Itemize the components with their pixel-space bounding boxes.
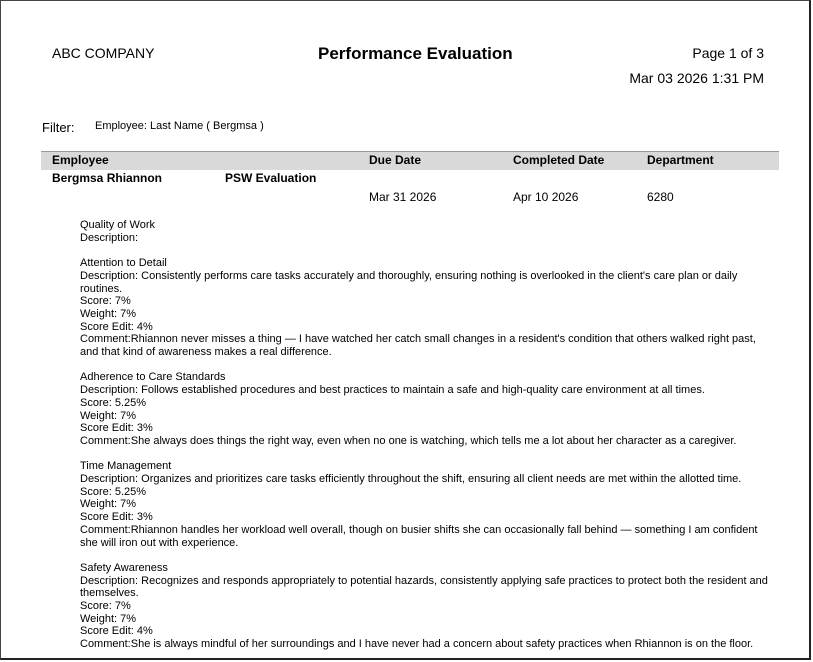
report-title: Performance Evaluation (318, 44, 513, 63)
page-number: Page 1 of 3 (692, 45, 764, 61)
criterion-description: Description: Organizes and prioritizes care tasks efficiently throughout the shift, ensuring all client needs are met within the allotted time. (80, 473, 742, 486)
criterion-score: Score: 5.25% (80, 485, 147, 498)
criterion-weight: Weight: 7% (80, 498, 137, 511)
criterion-block (80, 460, 770, 549)
section-description: Description: (80, 231, 139, 244)
filter-label: Filter: (42, 120, 75, 135)
print-timestamp: Mar 03 2026 1:31 PM (629, 70, 764, 86)
company-name: ABC COMPANY (52, 45, 155, 61)
criterion-score-edit: Score Edit: 4% (80, 625, 153, 638)
evaluation-details (80, 219, 770, 651)
criterion-score: Score: 7% (80, 295, 131, 308)
criterion-block (80, 562, 770, 651)
criterion-comment: Comment:Rhiannon handles her workload well overall, though on busier shifts she can occasionally fall behind — something I am confident she will iron out with experience. (80, 523, 758, 549)
criterion-weight: Weight: 7% (80, 409, 137, 422)
column-header-due-date: Due Date (369, 153, 422, 167)
criterion-name: Attention to Detail (80, 257, 167, 270)
criterion-score: Score: 7% (80, 600, 131, 613)
criterion-description: Description: Recognizes and responds appropriately to potential hazards, consistently applying safe practices to protect both the resident and themselves. (80, 574, 768, 600)
criterion-block (80, 371, 770, 447)
criterion-name: Safety Awareness (80, 561, 168, 574)
completed-date-value: Apr 10 2026 (513, 190, 579, 204)
criterion-description: Description: Follows established procedures and best practices to maintain a safe and high-quality care environment at all times. (80, 384, 705, 397)
due-date-value: Mar 31 2026 (369, 190, 437, 204)
criterion-weight: Weight: 7% (80, 612, 137, 625)
criterion-comment: Comment:She always does things the right way, even when no one is watching, which tells me a lot about her character as a caregiver. (80, 434, 737, 447)
criterion-block (80, 257, 770, 359)
criterion-score-edit: Score Edit: 3% (80, 511, 153, 524)
column-header-bar (41, 151, 779, 170)
criterion-weight: Weight: 7% (80, 307, 137, 320)
criterion-description: Description: Consistently performs care tasks accurately and thoroughly, ensuring nothing is overlooked in the client's care plan or daily routines. (80, 269, 738, 295)
department-value: 6280 (647, 190, 674, 204)
column-header-employee: Employee (52, 153, 109, 167)
section-name: Quality of Work (80, 219, 155, 231)
criterion-name: Time Management (80, 460, 172, 473)
column-header-department: Department (647, 153, 714, 167)
criterion-comment: Comment:She is always mindful of her surroundings and I have never had a concern about safety practices when Rhiannon is on the floor. (80, 638, 754, 651)
criterion-score-edit: Score Edit: 4% (80, 320, 153, 333)
column-header-completed-date: Completed Date (513, 153, 605, 167)
evaluation-name: PSW Evaluation (225, 171, 317, 185)
criterion-name: Adherence to Care Standards (80, 371, 226, 384)
criterion-score: Score: 5.25% (80, 396, 147, 409)
employee-name: Bergmsa Rhiannon (52, 171, 163, 185)
criterion-score-edit: Score Edit: 3% (80, 422, 153, 435)
criterion-comment: Comment:Rhiannon never misses a thing — I have watched her catch small changes in a resident's condition that others walked right past, and that kind of awareness makes a real difference. (80, 333, 756, 359)
filter-value: Employee: Last Name ( Bergmsa ) (95, 120, 264, 132)
